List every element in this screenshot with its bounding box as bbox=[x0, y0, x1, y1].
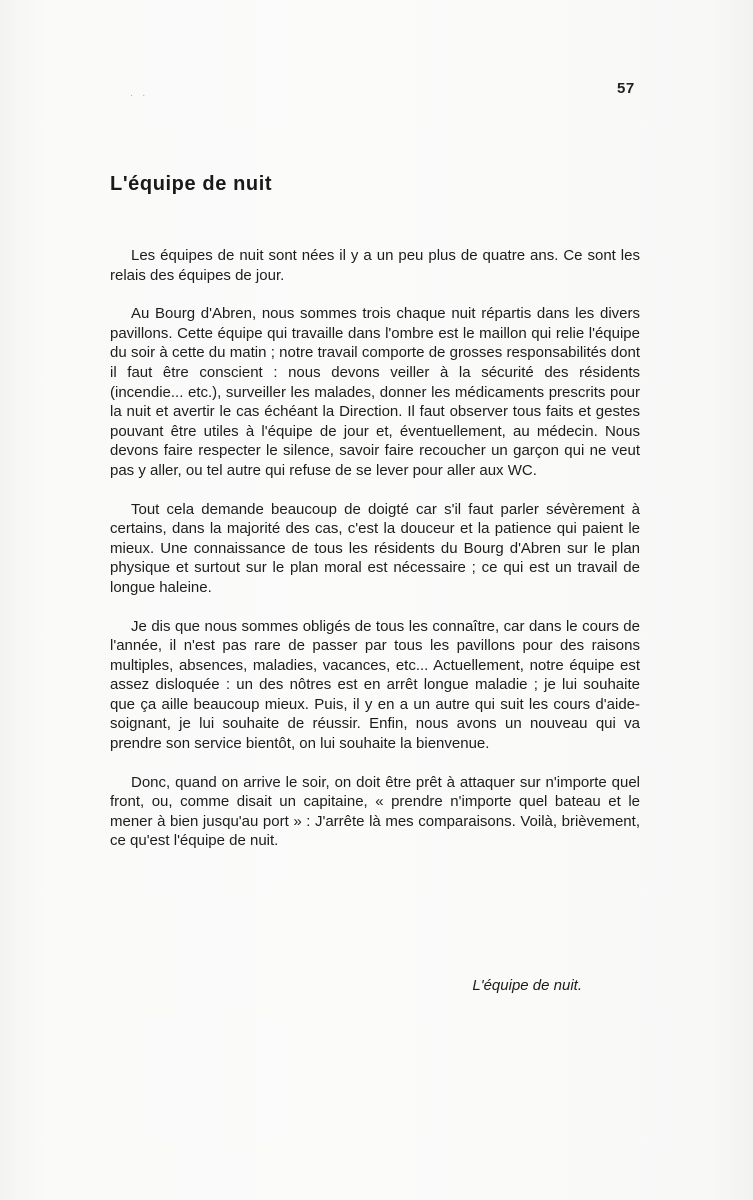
article-body bbox=[110, 246, 640, 870]
paragraph-3: Tout cela demande beaucoup de doigté car s'il faut parler sévèrement à certains, dans la majorité des cas, c'est la douceur et la patience qui paient le mieux. Une connaissance de tous les résidents du Bourg d'Abren sur le plan physique et surtout sur le plan moral est nécessaire ; ce qui est un travail de longue haleine. bbox=[110, 500, 640, 596]
paragraph-5: Donc, quand on arrive le soir, on doit être prêt à attaquer sur n'importe quel front, ou, comme disait un capitaine, « prendre n'importe quel bateau et le mener à bien jusqu'au port » : J'arrête là mes comparaisons. Voilà, brièvement, ce qu'est l'équipe de nuit. bbox=[110, 773, 640, 850]
page-specks: · · bbox=[130, 90, 149, 101]
article-title: L'équipe de nuit bbox=[110, 173, 273, 195]
paragraph-1: Les équipes de nuit sont nées il y a un peu plus de quatre ans. Ce sont les relais des équipes de jour. bbox=[110, 247, 640, 284]
paragraph-4: Je dis que nous sommes obligés de tous les connaître, car dans le cours de l'année, il n'est pas rare de passer par tous les pavillons pour des raisons multiples, absences, maladies, vacances, etc... Actuellement, notre équipe est assez disloquée : un des nôtres est en arrêt longue maladie ; je lui souhaite que ça aille beaucoup mieux. Puis, il y en a un autre qui suit les cours d'aide-soignant, je lui souhaite de réussir. Enfin, nous avons un nouveau qui va prendre son service bientôt, on lui souhaite la bienvenue. bbox=[110, 617, 640, 753]
paragraph-2: Au Bourg d'Abren, nous sommes trois chaque nuit répartis dans les divers pavillons. Cette équipe qui travaille dans l'ombre est le maillon qui relie l'équipe du soir à cette du matin ; notre travail comporte de grosses responsabilités dont il faut être conscient : nous devons veiller à la sécurité des résidents (incendie... etc.), surveiller les malades, donner les médicaments prescrits pour la nuit et avertir le cas échéant la Direction. Il faut observer tous faits et gestes pouvant être utiles à l'équipe de jour et, éventuellement, au médecin. Nous devons faire respecter le silence, savoir faire recoucher un garçon qui ne veut pas y aller, ou tel autre qui refuse de se lever pour aller aux WC. bbox=[110, 305, 640, 479]
signature: L'équipe de nuit. bbox=[472, 977, 582, 994]
page-number: 57 bbox=[617, 80, 635, 97]
